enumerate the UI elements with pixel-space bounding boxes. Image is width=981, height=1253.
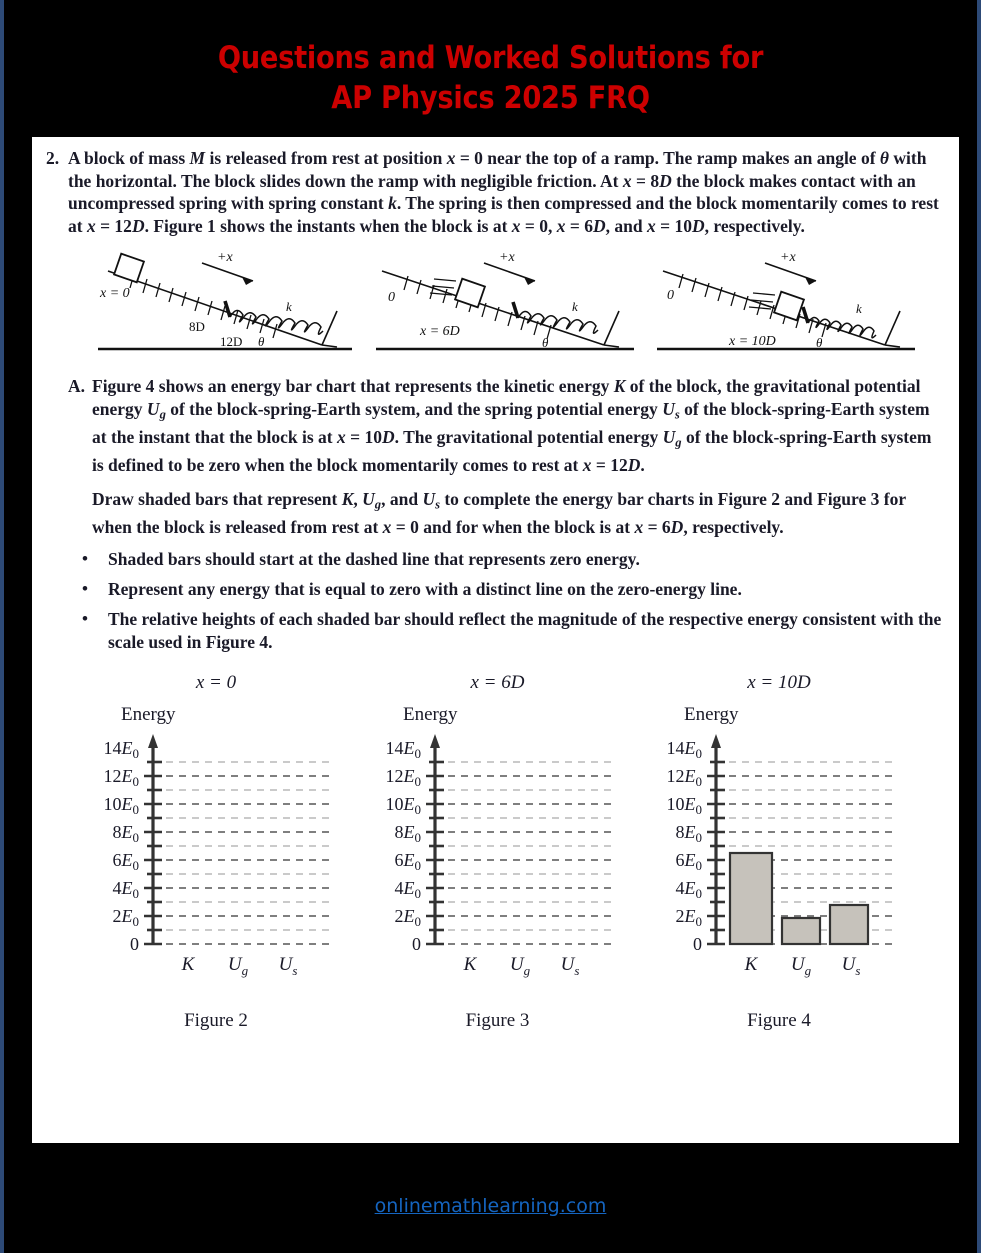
axis-plus-x-label: +x (217, 250, 233, 266)
bar-ug (782, 918, 820, 944)
chart-figure-2 (78, 672, 354, 1032)
x-tick-label-k: K (181, 954, 195, 976)
rule-item: • The relative heights of each shaded bar should reflect the magnitude of the respective energy consistent with the scale used in Figure 4. (82, 608, 945, 654)
y-tick-label: $4E_0$ (675, 878, 702, 902)
chart-figure-3 (360, 672, 636, 1032)
x-tick-label-ug: $U_g$ (790, 954, 812, 979)
y-tick-label: $8E_0$ (112, 822, 139, 846)
y-tick-label: $12E_0$ (103, 766, 139, 790)
y-tick-label: $10E_0$ (103, 794, 139, 818)
axis-plus-x-label: +x (498, 250, 515, 266)
y-axis-label: Energy (402, 704, 458, 726)
y-tick-label: $2E_0$ (675, 906, 702, 930)
ramp-panel-x6d (372, 249, 640, 361)
y-tick-label: $8E_0$ (675, 822, 702, 846)
rule-item: • Shaded bars should start at the dashed line that represents zero energy. (82, 548, 945, 571)
chart-figure-4 (641, 672, 917, 1032)
y-tick-label: $10E_0$ (666, 794, 702, 818)
origin-label: 0 (667, 288, 674, 304)
x-tick-label-us: $U_s$ (560, 954, 579, 979)
angle-theta-label: θ (816, 335, 823, 351)
rules-list (46, 548, 945, 654)
x-tick-label-ug: $U_g$ (227, 954, 249, 979)
y-tick-label: 0 (130, 934, 139, 955)
figure-1-ramps (46, 249, 945, 361)
y-tick-label: $14E_0$ (385, 738, 421, 762)
chart-title: x = 0 (195, 672, 237, 694)
y-tick-label: $6E_0$ (112, 850, 139, 874)
y-tick-label: $10E_0$ (385, 794, 421, 818)
part-a-paragraph-2: Draw shaded bars that represent K, $U_g$, and $U_s$ to complete the energy bar charts in Figure 2 and Figure 3 for when the block is released from rest at x = 0 and for when the block is at x = 6D, respectively. (92, 488, 906, 537)
y-tick-label: 0 (693, 934, 702, 955)
footer (4, 1195, 977, 1217)
energy-bar-charts (46, 672, 945, 1032)
y-tick-label: 0 (411, 934, 421, 955)
y-tick-label: $8E_0$ (394, 822, 421, 846)
position-label-x6d: x = 6D (419, 324, 460, 340)
y-tick-label: $4E_0$ (112, 878, 139, 902)
page-title (4, 0, 977, 118)
bar-chart-svg-4 (654, 704, 904, 994)
footer-link[interactable]: onlinemathlearning.com (374, 1195, 607, 1217)
spring-constant-label: k (856, 301, 862, 317)
question-block (46, 147, 945, 237)
y-tick-label: $14E_0$ (103, 738, 139, 762)
y-axis-label: Energy (684, 704, 739, 726)
y-tick-label: $2E_0$ (112, 906, 139, 930)
x-tick-label-ug: $U_g$ (509, 954, 530, 979)
part-a-body (92, 375, 945, 538)
ramp-panel-x0 (90, 249, 358, 361)
angle-theta-label: θ (258, 334, 265, 350)
title-line-2: AP Physics 2025 FRQ (331, 80, 650, 116)
content-card (32, 137, 959, 1143)
bar-k (730, 853, 772, 944)
y-axis-label: Energy (121, 704, 176, 726)
y-tick-label: $4E_0$ (394, 878, 421, 902)
chart-title: x = 10D (747, 672, 811, 694)
origin-label: 0 (387, 290, 395, 306)
question-number: 2. (46, 148, 60, 168)
bar-us (830, 905, 868, 944)
rule-item: • Represent any energy that is equal to zero with a distinct line on the zero-energy line. (82, 578, 945, 601)
x-tick-label-us: $U_s$ (841, 954, 861, 979)
ramp-panel-x10d (653, 249, 921, 361)
part-a-label: A. (68, 376, 86, 397)
y-tick-label: $2E_0$ (394, 906, 421, 930)
position-label-x10d: x = 10D (729, 334, 776, 350)
chart-caption: Figure 3 (465, 1010, 530, 1032)
x-tick-label-k: K (463, 954, 476, 976)
bar-chart-svg-3 (373, 704, 623, 994)
spring-constant-label: k (571, 299, 578, 315)
spring-constant-label: k (286, 299, 292, 315)
position-label-x0: x = 0 (100, 286, 130, 302)
x-tick-label-us: $U_s$ (278, 954, 298, 979)
y-tick-label: $6E_0$ (394, 850, 421, 874)
tick-label-8d: 8D (189, 319, 205, 335)
chart-caption: Figure 4 (747, 1010, 811, 1032)
title-line-1: Questions and Worked Solutions for (217, 40, 764, 76)
draw-keyword: Draw (92, 488, 134, 509)
chart-title: x = 6D (470, 672, 525, 694)
tick-label-12d: 12D (220, 334, 243, 350)
bar-chart-svg-2 (91, 704, 341, 994)
y-tick-label: $6E_0$ (675, 850, 702, 874)
question-text: A block of mass M is released from rest at position x = 0 near the top of a ramp. The ramp makes an angle of θ with the horizontal. The block slides down the ramp with negligible friction. At x = 8D the block makes contact with an uncompressed spring with spring constant k. The spring is then compressed and the block momentarily comes to rest at x = 12D. Figure 1 shows the instants when the block is at x = 0, x = 6D, and x = 10D, respectively. (68, 148, 939, 236)
x-tick-label-k: K (744, 954, 758, 976)
y-tick-label: $12E_0$ (666, 766, 702, 790)
chart-caption: Figure 2 (184, 1010, 248, 1032)
y-tick-label: $12E_0$ (385, 766, 421, 790)
part-a-paragraph-1: Figure 4 shows an energy bar chart that represents the kinetic energy K of the block, the gravitational potential energy $U_g$ of the block-spring-Earth system, and the spring potential energy $U_s$ of the block-spring-Earth system at the instant that the block is at x = 10D. The gravitational potential energy $U_g$ of the block-spring-Earth system is defined to be zero when the block momentarily comes to rest at x = 12D. (92, 376, 932, 476)
bar-group (730, 853, 868, 944)
axis-plus-x-label: +x (780, 250, 796, 266)
angle-theta-label: θ (541, 335, 548, 351)
part-a-block (46, 375, 945, 538)
y-tick-label: $14E_0$ (666, 738, 702, 762)
